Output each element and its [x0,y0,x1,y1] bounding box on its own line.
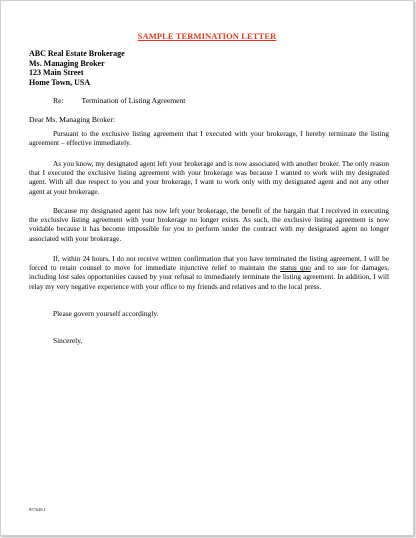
address-line-brokerage: ABC Real Estate Brokerage [29,49,125,58]
document-id: 857648.1 [29,507,46,512]
letter-title: SAMPLE TERMINATION LETTER [137,31,277,41]
closing-text: Please govern yourself accordingly [53,309,157,318]
paragraph-injunctive-relief: If, within 24 hours, I do not receive written confirmation that you have terminated the listing agreement, I will be forced to retain counsel to move for immediate injunctive relief to maintain the status quo and to sue for damages, including lost sales opportunities caused by your refusal to immediately terminate the listing agreement. In addition, I will relay my very negative experience with your office to my friends and relatives and to the local press. [29,255,390,291]
paragraph-termination: Pursuant to the exclusive listing agreement that I executed with your brokerage, I hereby terminate the listing agreement – effective immediately. [29,130,389,148]
recipient-address [29,49,125,87]
status-quo-term: status quo [280,264,311,273]
subject-line [53,96,185,105]
address-line-street: 123 Main Street [29,68,84,78]
signoff: Sincerely, [53,336,83,345]
closing-period: . [156,309,159,318]
re-label: Re: [53,96,64,105]
address-line-city: Home Town, USA [29,77,91,87]
closing-line [53,309,158,318]
paragraph-agent-left: As you know, my designated agent left your brokerage and is now associated with another broker. The only reason that I executed the exclusive listing agreement with your brokerage was because I wanted to work with my designated agent. With all due respect to you and your brokerage, I want to work only with my designated agent and not any other agent at your brokerage. [29,160,389,196]
paragraph-voidable: Because my designated agent has now left your brokerage, the benefit of the bargain that I received in executing the exclusive listing agreement with your brokerage no longer exists. As such, the exclusive listing agreement is now voidable because it has become impossible for you to perform under the contract with my designated agent no longer associated with your brokerage. [29,207,389,243]
re-subject: Termination of Listing Agreement [81,96,186,105]
salutation: Dear Ms. Managing Broker: [29,115,116,124]
address-line-name: Ms. Managing Broker [29,58,105,68]
